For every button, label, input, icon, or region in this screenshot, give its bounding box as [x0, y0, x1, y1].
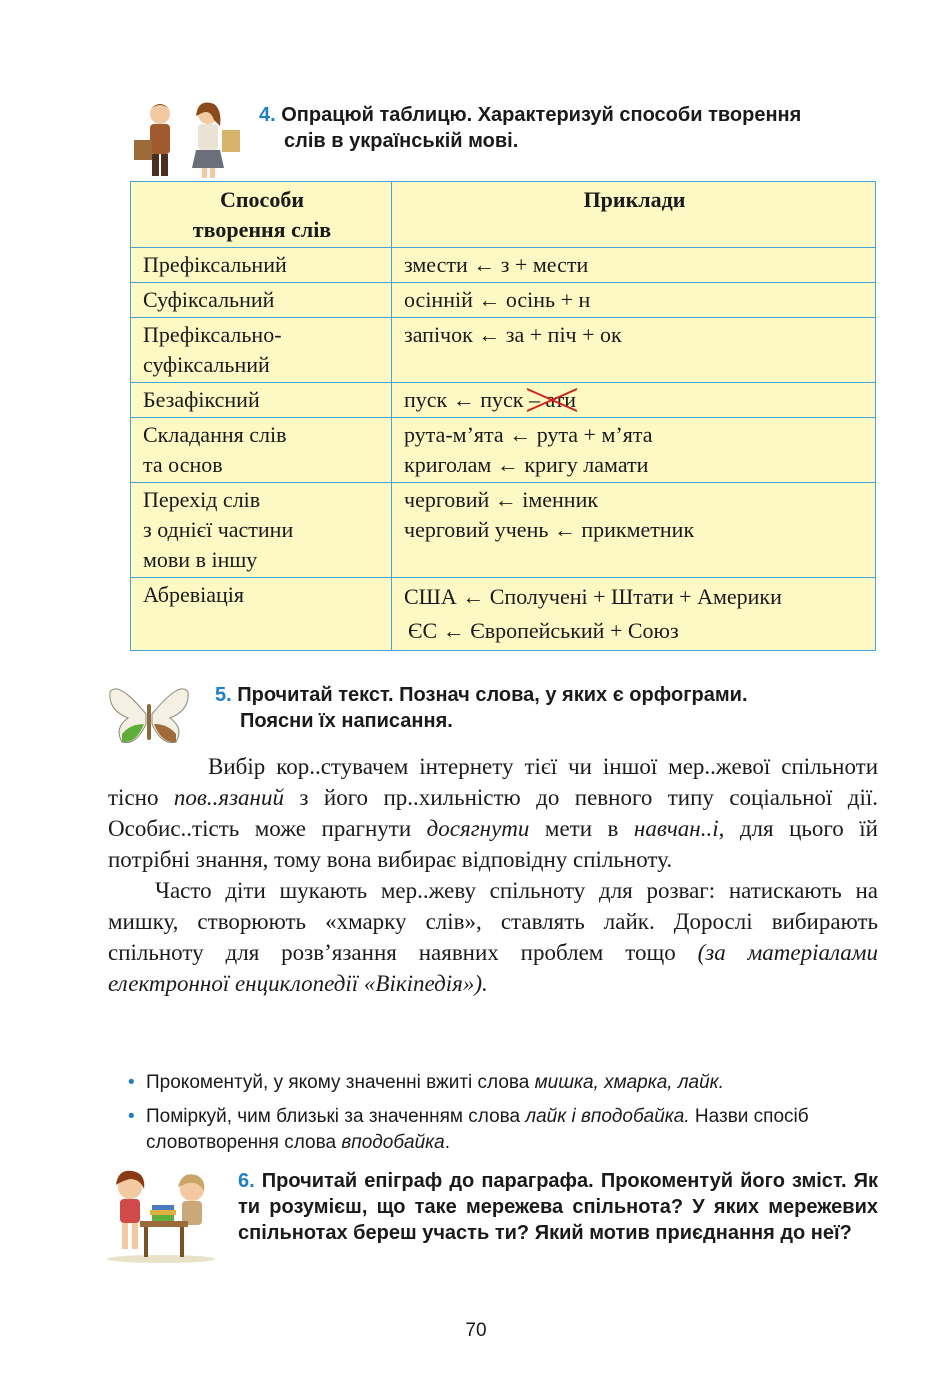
example-cell — [392, 383, 876, 418]
example-cell: запічок ← за + піч + ок — [392, 318, 876, 383]
list-item: • Прокоментуй, у якому значенні вжиті слова мишка, хмарка, лайк. — [128, 1070, 888, 1096]
task-6 — [238, 1168, 878, 1246]
table-row — [131, 248, 876, 283]
task-5 — [215, 682, 875, 734]
method-cell: Перехід слів з однієї частини мови в іншу — [131, 483, 392, 578]
example-cell: осінній ← осінь + н — [392, 283, 876, 318]
bullet-icon: • — [128, 1072, 135, 1093]
method-cell: Складання слів та основ — [131, 418, 392, 483]
table-row — [131, 318, 876, 383]
task-instruction-cont: Поясни їх написання. — [240, 710, 453, 732]
reading-text — [108, 751, 878, 999]
students-illustration — [128, 100, 246, 180]
strike-mark-icon — [523, 385, 583, 415]
header-examples: Приклади — [392, 182, 876, 248]
list-item: • Поміркуй, чим близькі за значенням слова лайк і вподобайка. Назви спосіб словотворення слова вподобайка. — [128, 1106, 809, 1153]
example-cell: рута-м’ята ← рута + м’ята криголам ← кригу ламати — [392, 418, 876, 483]
example-cell: черговий ← іменник черговий учень ← прикметник — [392, 483, 876, 578]
method-cell: Абревіація — [131, 578, 392, 651]
table-row — [131, 483, 876, 578]
page-number: 70 — [465, 1320, 487, 1341]
method-cell: Суфіксальний — [131, 283, 392, 318]
method-cell: Безафіксний — [131, 383, 392, 418]
task-number: 4. — [259, 104, 276, 126]
task-instruction: Прочитай епіграф до параграфа. Прокоментуй його зміст. Як ти розумієш, що таке мережева спільнота? У яких мережевих спільнотах береш участь ти? Який мотив приєднання до неї? — [238, 1170, 878, 1244]
table-row — [131, 383, 876, 418]
paragraph-2: Часто діти шукають мер..жеву спільноту для розваг: натискають на мишку, створюють «хмарку слів», ставлять лайк. Дорослі вибирають спільноту для розв’язання наявних проблем тощо (за матеріалами електронної енциклопедії «Вікіпедія»). — [108, 878, 878, 996]
butterfly-illustration — [108, 684, 190, 748]
task-instruction: Опрацюй таблицю. Характеризуй способи творення — [281, 104, 802, 126]
table-header-row — [131, 182, 876, 248]
task-4 — [259, 102, 889, 154]
bullet-icon: • — [128, 1106, 135, 1127]
kids-at-desk-illustration — [104, 1165, 218, 1265]
paragraph-1: Вибір кор..стувачем інтернету тієї чи іншої мер..жевої спільноти тісно пов..язаний з його пр..хильністю до певного типу соціальної дії. Особис..тість може прагнути досягнути мети в навчан..і, для цього їй потрібні знання, тому вона вибирає відповідну спільноту. — [108, 754, 878, 872]
task-number: 5. — [215, 684, 232, 706]
example-base: пуск ← пуск — [404, 387, 529, 412]
example-cell: США ← Сполучені + Штати + Америки ЄС ← Європейський + Союз — [392, 578, 876, 651]
bullet-list — [128, 1070, 888, 1164]
example-cell: змести ← з + мести — [392, 248, 876, 283]
header-methods: Способи творення слів — [131, 182, 392, 248]
method-cell: Префіксально- суфіксальний — [131, 318, 392, 383]
table-row — [131, 418, 876, 483]
task-instruction: Прочитай текст. Познач слова, у яких є орфограми. — [237, 684, 748, 706]
table-row — [131, 578, 876, 651]
crossed-suffix: – ати — [529, 385, 576, 415]
table-row — [131, 283, 876, 318]
task-number: 6. — [238, 1170, 255, 1192]
task-instruction-cont: слів в українській мові. — [284, 130, 519, 152]
word-formation-table — [130, 181, 876, 651]
method-cell: Префіксальний — [131, 248, 392, 283]
